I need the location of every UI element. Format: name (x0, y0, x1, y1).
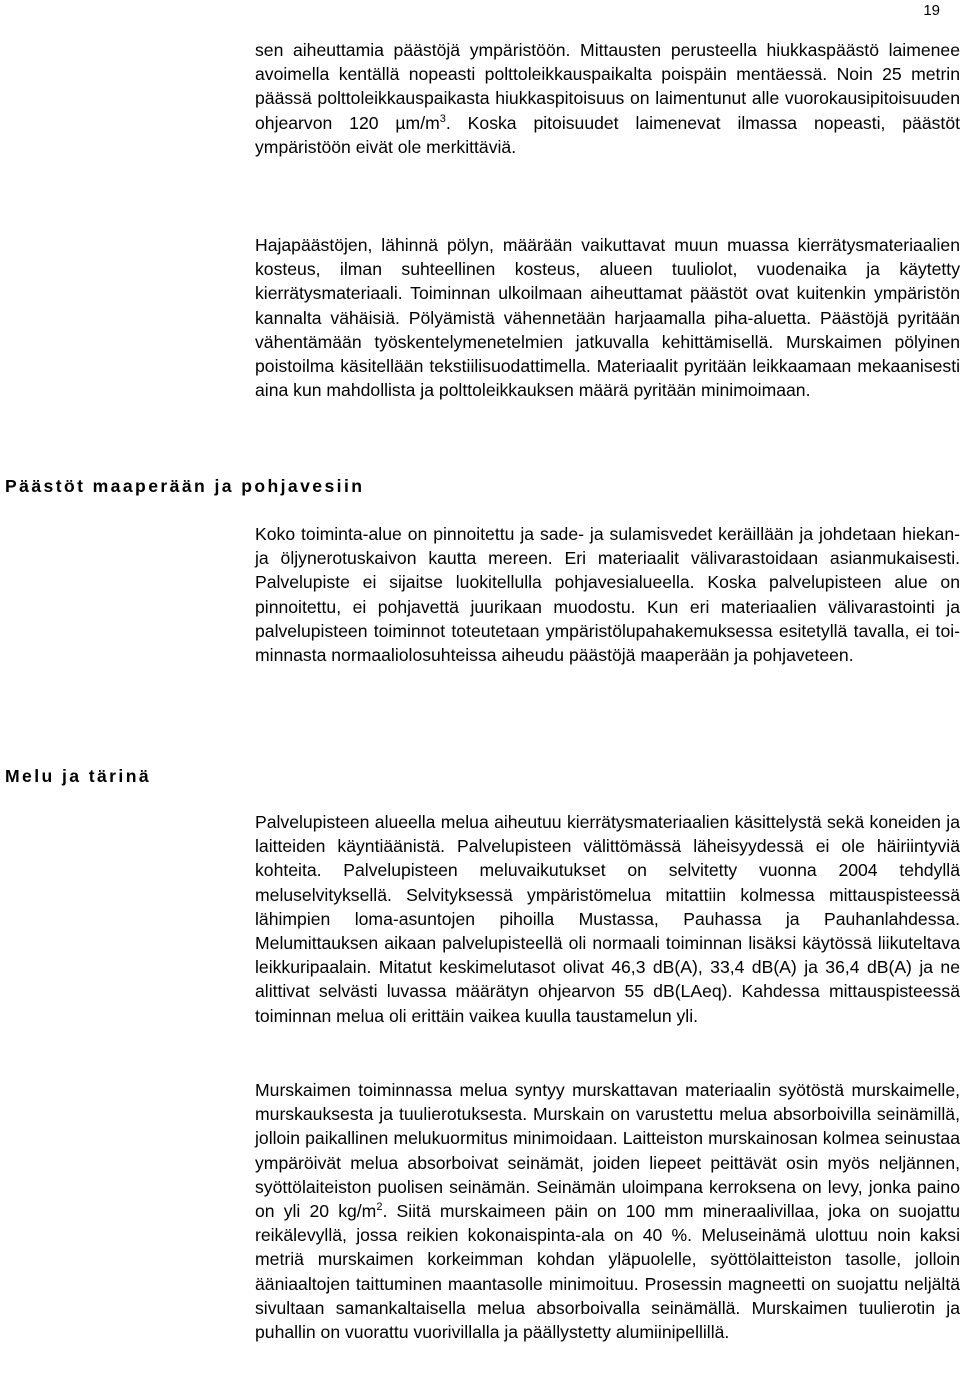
page-number: 19 (923, 2, 940, 19)
paragraph-text: sen aiheuttamia päästöjä ympäristöön. Mittausten perusteella hiukkaspäästö laimenee avoimella kentällä nopeasti polttoleikkauspaikalta poispäin mentäessä. Noin 25 metrin päässä polttoleikkauspaikasta hiukkaspitoisuus on laimentunut alle vuorokausipitoisuuden ohjearvon 120 µm/m (255, 40, 960, 133)
superscript: 2 (376, 1201, 383, 1214)
section-heading-soil-groundwater: Päästöt maaperään ja pohjavesiin (5, 476, 365, 496)
paragraph-particle-emissions (255, 38, 960, 159)
section-heading-noise-vibration: Melu ja tärinä (5, 766, 152, 786)
paragraph-diffuse-emissions: Hajapäästöjen, lähinnä pölyn, määrään vaikuttavat muun muassa kierrätysmateriaalien kosteus, ilman suhteellinen kosteus, alueen tuuliolot, vuodenaika ja käytetty kierrätysmateriaali. Toiminnan ulkoilmaan aiheuttamat päästöt ovat kuitenkin ympäristön kannalta vähäisiä. Pölyämistä vähennetään harjaamalla piha-aluetta. Päästöjä pyritään vähentämään työskentelymenetelmien jatkuvalla kehittämisellä. Murskaimen pölyinen poistoilma käsitellään tekstiilisuodattimella. Materiaalit pyritään leikkaamaan mekaanisesti aina kun mahdollista ja polttoleikkauksen määrä pyritään minimoimaan. (255, 235, 960, 401)
paragraph-noise-measurements: Palvelupisteen alueella melua aiheutuu kierrätysmateriaalien käsittelystä sekä koneiden ja laitteiden käyntiäänistä. Palvelupisteen välittömässä läheisyydessä ei ole häiriintyviä kohteita. Palvelupisteen meluvaikutukset on selvitetty vuonna 2004 tehdyllä meluselvityksellä. Selvityksessä ympäristömelua mitattiin kolmessa mittauspisteessä lähimpien loma-asuntojen pihoilla Mustassa, Pauhassa ja Pauhanlahdessa. Melumittauksen aikaan palvelupisteellä oli normaali toiminnan lisäksi käytössä liikuteltava leikkuripaalain. Mitatut keskimelutasot olivat 46,3 dB(A), 33,4 dB(A) ja 36,4 dB(A) ja ne alittivat selvästi luvassa määrätyn ohjearvon 55 dB(LAeq). Kahdessa mittauspisteessä toiminnan melua oli erittäin vaikea kuulla taustamelun yli. (255, 812, 960, 1026)
paragraph-soil-groundwater: Koko toiminta-alue on pinnoitettu ja sade- ja sulamisvedet keräillään ja johdetaan hiekan- ja öljynerotuskaivon kautta mereen. Eri materiaalit välivarastoidaan asianmukaisesti. Palvelupiste ei sijaitse luokitellulla pohjavesialueella. Koska palvelupisteen alue on pinnoitettu, ei pohjavettä juurikaan muodostu. Kun eri materiaalien välivarastointi ja palvelupisteen toiminnot toteutetaan ympäristölupahakemuksessa esitetyllä tavalla, ei toiminnasta normaaliolosuhteissa aiheudu päästöjä maaperään ja pohjaveteen. (255, 524, 960, 666)
paragraph-text: . Koska pitoisuudet laimenevat ilmassa nopeasti, päästöt ympäristöön eivät ole merkittäviä. (255, 112, 960, 157)
paragraph-text: Murskaimen toiminnassa melua syntyy murskattavan materiaalin syötöstä murskaimelle, murskauksesta ja tuulierotuksesta. Murskain on varustettu melua absorboivilla seinämillä, jolloin paikallinen melukuormitus minimoidaan. Laitteiston murskainosan kolmea seinustaa ympäröivät melua absorboivat seinämät, joiden liepeet peittävät osin myös neljännen, syöttölaiteiston puolisen seinämän. Seinämän uloimpana kerroksena on levy, jonka paino on yli 20 kg/m (255, 1080, 960, 1222)
paragraph-text: . Siitä murskaimeen päin on 100 mm mineraalivillaa, joka on suojattu reikälevyllä, jossa reikien kokonaispinta-ala on 40 %. Meluseinämä ulottuu noin kaksi metriä murskaimen korkeimman kohdan yläpuolelle, syöttölaitteiston tasolle, jolloin ääniaaltojen taittuminen maantasolle minimoituu. Prosessin magneetti on suojattu neljältä sivultaan samankaltaisella melua absorboivalla seinämällä. Murskaimen tuulierotin ja puhallin on vuorattu vuorivillalla ja päällystetty alumiinipellillä. (255, 1201, 960, 1343)
paragraph-crusher-noise (255, 1078, 960, 1344)
superscript: 3 (439, 112, 446, 125)
